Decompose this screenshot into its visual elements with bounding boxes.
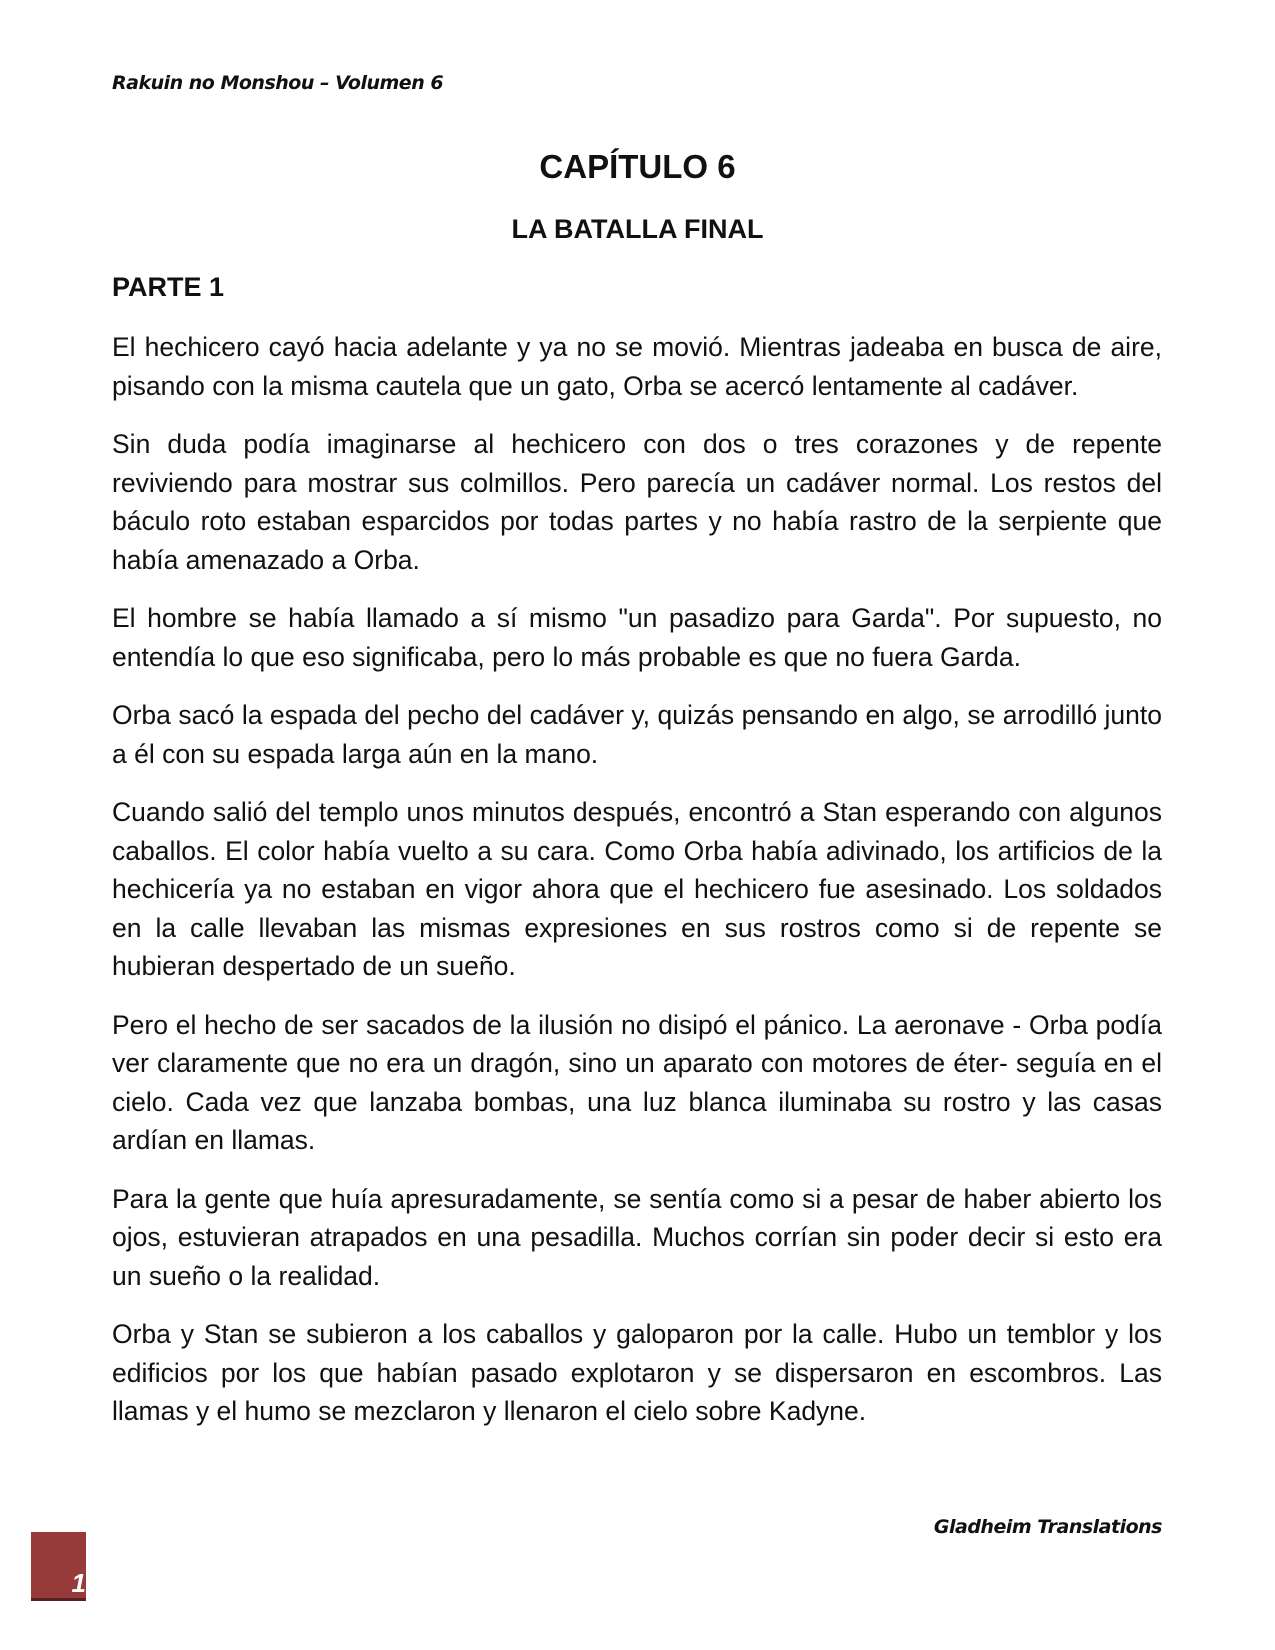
section-heading: PARTE 1 xyxy=(112,272,225,302)
paragraph-2: Sin duda podía imaginarse al hechicero con dos o tres corazones y de repente reviviendo para mostrar sus colmillos. Pero parecía un cadáver normal. Los restos del báculo roto estaban esparcidos por todas partes y no había rastro de la serpiente que había amenazado a Orba. xyxy=(112,429,1162,575)
running-header: Rakuin no Monshou – Volumen 6 xyxy=(112,72,444,94)
page-number-badge xyxy=(31,1532,86,1598)
paragraph-8: Orba y Stan se subieron a los caballos y galoparon por la calle. Hubo un temblor y los edificios por los que habían pasado explotaron y se dispersaron en escombros. Las llamas y el humo se mezclaron y llenaron el cielo sobre Kadyne. xyxy=(112,1319,1162,1426)
page-badge-underline xyxy=(31,1598,86,1601)
paragraph-5: Cuando salió del templo unos minutos después, encontró a Stan esperando con algunos caballos. El color había vuelto a su cara. Como Orba había adivinado, los artificios de la hechicería ya no estaban en vigor ahora que el hechicero fue asesinado. Los soldados en la calle llevaban las mismas expresiones en sus rostros como si de repente se hubieran despertado de un sueño. xyxy=(112,797,1162,981)
body-text xyxy=(112,328,1162,1451)
chapter-subtitle: LA BATALLA FINAL xyxy=(511,214,764,244)
footer-credit: Gladheim Translations xyxy=(933,1516,1162,1538)
paragraph-4: Orba sacó la espada del pecho del cadáver y, quizás pensando en algo, se arrodilló junto a él con su espada larga aún en la mano. xyxy=(112,700,1162,769)
page-number: 1 xyxy=(71,1568,86,1598)
chapter-title: CAPÍTULO 6 xyxy=(539,148,736,185)
paragraph-7: Para la gente que huía apresuradamente, se sentía como si a pesar de haber abierto los ojos, estuvieran atrapados en una pesadilla. Muchos corrían sin poder decir si esto era un sueño o la realidad. xyxy=(112,1183,1162,1291)
paragraph-3: El hombre se había llamado a sí mismo "un pasadizo para Garda". Por supuesto, no entendía lo que eso significaba, pero lo más probable es que no fuera Garda. xyxy=(112,603,1162,672)
paragraph-1: El hechicero cayó hacia adelante y ya no se movió. Mientras jadeaba en busca de aire, pisando con la misma cautela que un gato, Orba se acercó lentamente al cadáver. xyxy=(112,332,1162,401)
paragraph-6: Pero el hecho de ser sacados de la ilusión no disipó el pánico. La aeronave - Orba podía ver claramente que no era un dragón, sino un aparato con motores de éter- seguía en el cielo. Cada vez que lanzaba bombas, una luz blanca iluminaba su rostro y las casas ardían en llamas. xyxy=(112,1009,1162,1155)
